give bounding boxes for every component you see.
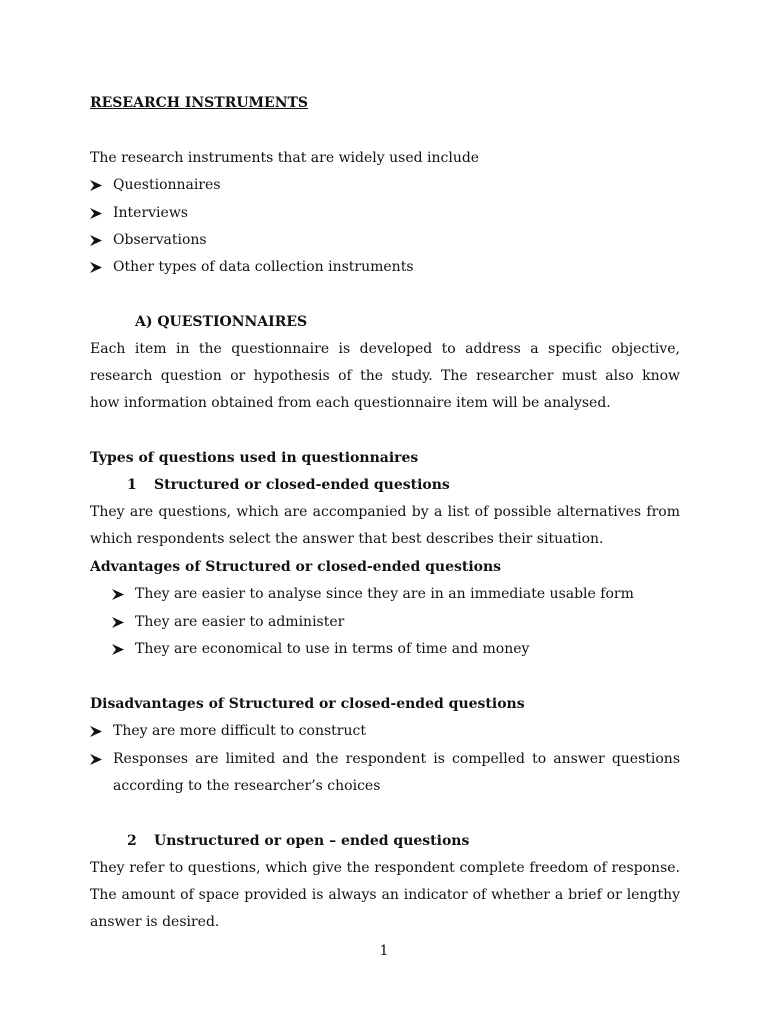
advantages-heading: Advantages of Structured or closed-ended questions (90, 559, 502, 575)
page-number: 1 (379, 943, 389, 959)
document-title: RESEARCH INSTRUMENTS (90, 95, 309, 111)
paragraph-line: Each item in the questionnaire is developed to address a specific objective, (90, 341, 680, 357)
types-heading: Types of questions used in questionnaires (90, 450, 419, 466)
arrow-bullet-icon (90, 726, 102, 737)
structured-heading: Structured or closed-ended questions (154, 477, 450, 493)
paragraph-line: They refer to questions, which give the respondent complete freedom of response. (90, 860, 680, 876)
paragraph-line: answer is desired. (90, 914, 220, 930)
disadvantages-heading: Disadvantages of Structured or closed-ended questions (90, 696, 525, 712)
arrow-bullet-icon (112, 589, 124, 600)
arrow-bullet-icon (90, 262, 102, 273)
unstructured-number: 2 (127, 833, 137, 849)
arrow-bullet-icon (112, 617, 124, 628)
arrow-bullet-icon (90, 208, 102, 219)
unstructured-heading: Unstructured or open – ended questions (154, 833, 470, 849)
list-item-text: They are easier to administer (135, 614, 345, 630)
list-item-text: Questionnaires (113, 177, 221, 193)
paragraph-line: research question or hypothesis of the study. The researcher must also know (90, 368, 680, 384)
list-item-text: They are economical to use in terms of time and money (135, 641, 530, 657)
list-item-text: Responses are limited and the respondent is compelled to answer questions (113, 751, 680, 767)
intro-text: The research instruments that are widely used include (90, 150, 480, 166)
section-a-heading: A) QUESTIONNAIRES (135, 314, 308, 330)
paragraph-line: how information obtained from each questionnaire item will be analysed. (90, 395, 611, 411)
list-item-text: They are easier to analyse since they are in an immediate usable form (135, 586, 634, 602)
arrow-bullet-icon (112, 644, 124, 655)
structured-number: 1 (127, 477, 137, 493)
list-item-text: They are more difficult to construct (113, 723, 366, 739)
arrow-bullet-icon (90, 754, 102, 765)
paragraph-line: The amount of space provided is always an indicator of whether a brief or lengthy (90, 887, 680, 903)
arrow-bullet-icon (90, 180, 102, 191)
list-item-continuation: according to the researcher’s choices (113, 778, 381, 794)
list-item-text: Other types of data collection instruments (113, 259, 414, 275)
paragraph-line: They are questions, which are accompanied by a list of possible alternatives from (90, 504, 680, 520)
list-item-text: Observations (113, 232, 207, 248)
list-item-text: Interviews (113, 205, 188, 221)
paragraph-line: which respondents select the answer that best describes their situation. (90, 531, 604, 547)
arrow-bullet-icon (90, 235, 102, 246)
